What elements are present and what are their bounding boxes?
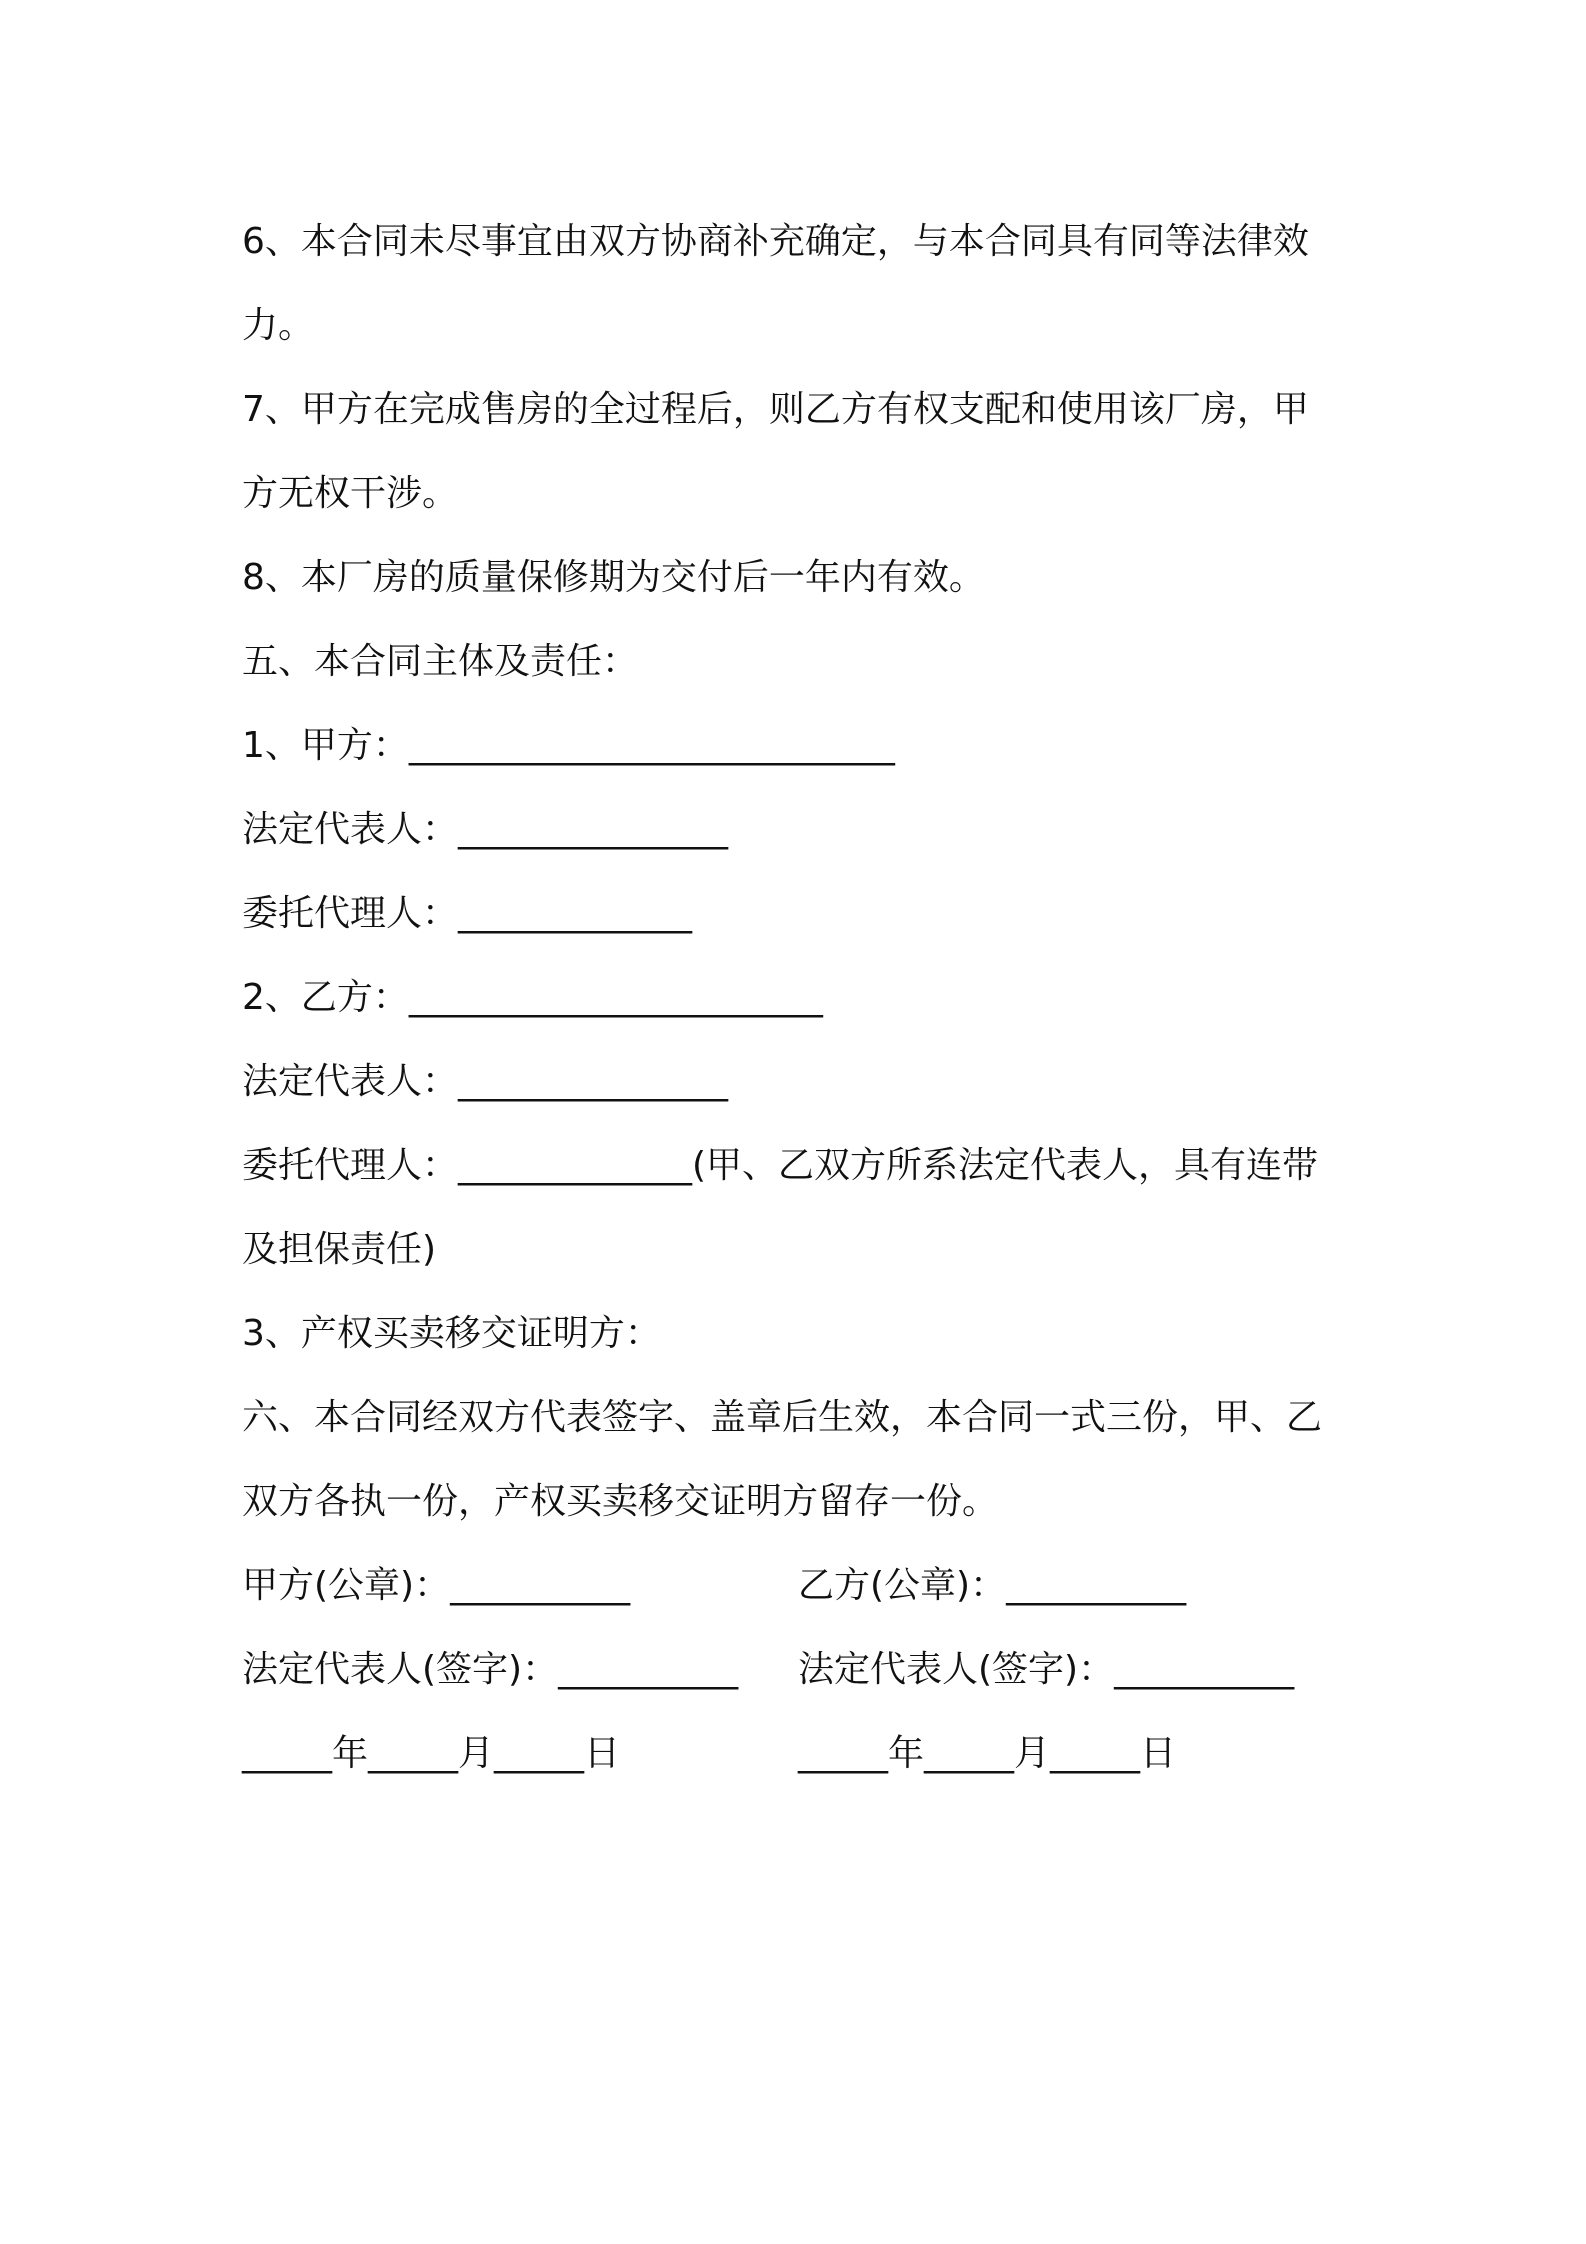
seal-row: [242, 1544, 1362, 1628]
clause-6-line-1: 6、本合同未尽事宜由双方协商补充确定，与本合同具有同等法律效: [242, 221, 1309, 262]
party-b-agent-field-line-1: 委托代理人：_____________(甲、乙双方所系法定代表人，具有连带: [242, 1145, 1319, 1186]
signature-row: [242, 1628, 1362, 1712]
section-5-heading: 五、本合同主体及责任：: [242, 641, 639, 682]
section-6-line-1: 六、本合同经双方代表签字、盖章后生效，本合同一式三份，甲、乙: [242, 1397, 1323, 1438]
clause-8: 8、本厂房的质量保修期为交付后一年内有效。: [242, 557, 985, 598]
party-a-seal-field: 甲方(公章)：__________: [242, 1565, 631, 1606]
party-b-date-field: _____年_____月_____日: [798, 1733, 1176, 1774]
party-b-seal-field: 乙方(公章)：__________: [798, 1565, 1187, 1606]
date-row: [242, 1712, 1362, 1796]
clause-7-line-2: 方无权干涉。: [242, 473, 459, 514]
party-b-rep-sign-field: 法定代表人(签字)：__________: [798, 1649, 1295, 1690]
certifier-field: 3、产权买卖移交证明方：: [242, 1313, 661, 1354]
party-a-legal-rep-field: 法定代表人：_______________: [242, 809, 729, 850]
party-a-date-field: _____年_____月_____日: [242, 1733, 620, 1774]
clause-7-line-1: 7、甲方在完成售房的全过程后，则乙方有权支配和使用该厂房，甲: [242, 389, 1309, 430]
party-b-field: 2、乙方：_______________________: [242, 977, 823, 1018]
party-b-agent-field-line-2: 及担保责任): [242, 1229, 437, 1270]
party-a-field: 1、甲方：___________________________: [242, 725, 895, 766]
section-6-line-2: 双方各执一份，产权买卖移交证明方留存一份。: [242, 1481, 999, 1522]
party-a-rep-sign-field: 法定代表人(签字)：__________: [242, 1649, 739, 1690]
party-a-agent-field: 委托代理人：_____________: [242, 893, 693, 934]
party-b-legal-rep-field: 法定代表人：_______________: [242, 1061, 729, 1102]
contract-page: [242, 200, 1362, 1796]
clause-6-line-2: 力。: [242, 305, 315, 346]
